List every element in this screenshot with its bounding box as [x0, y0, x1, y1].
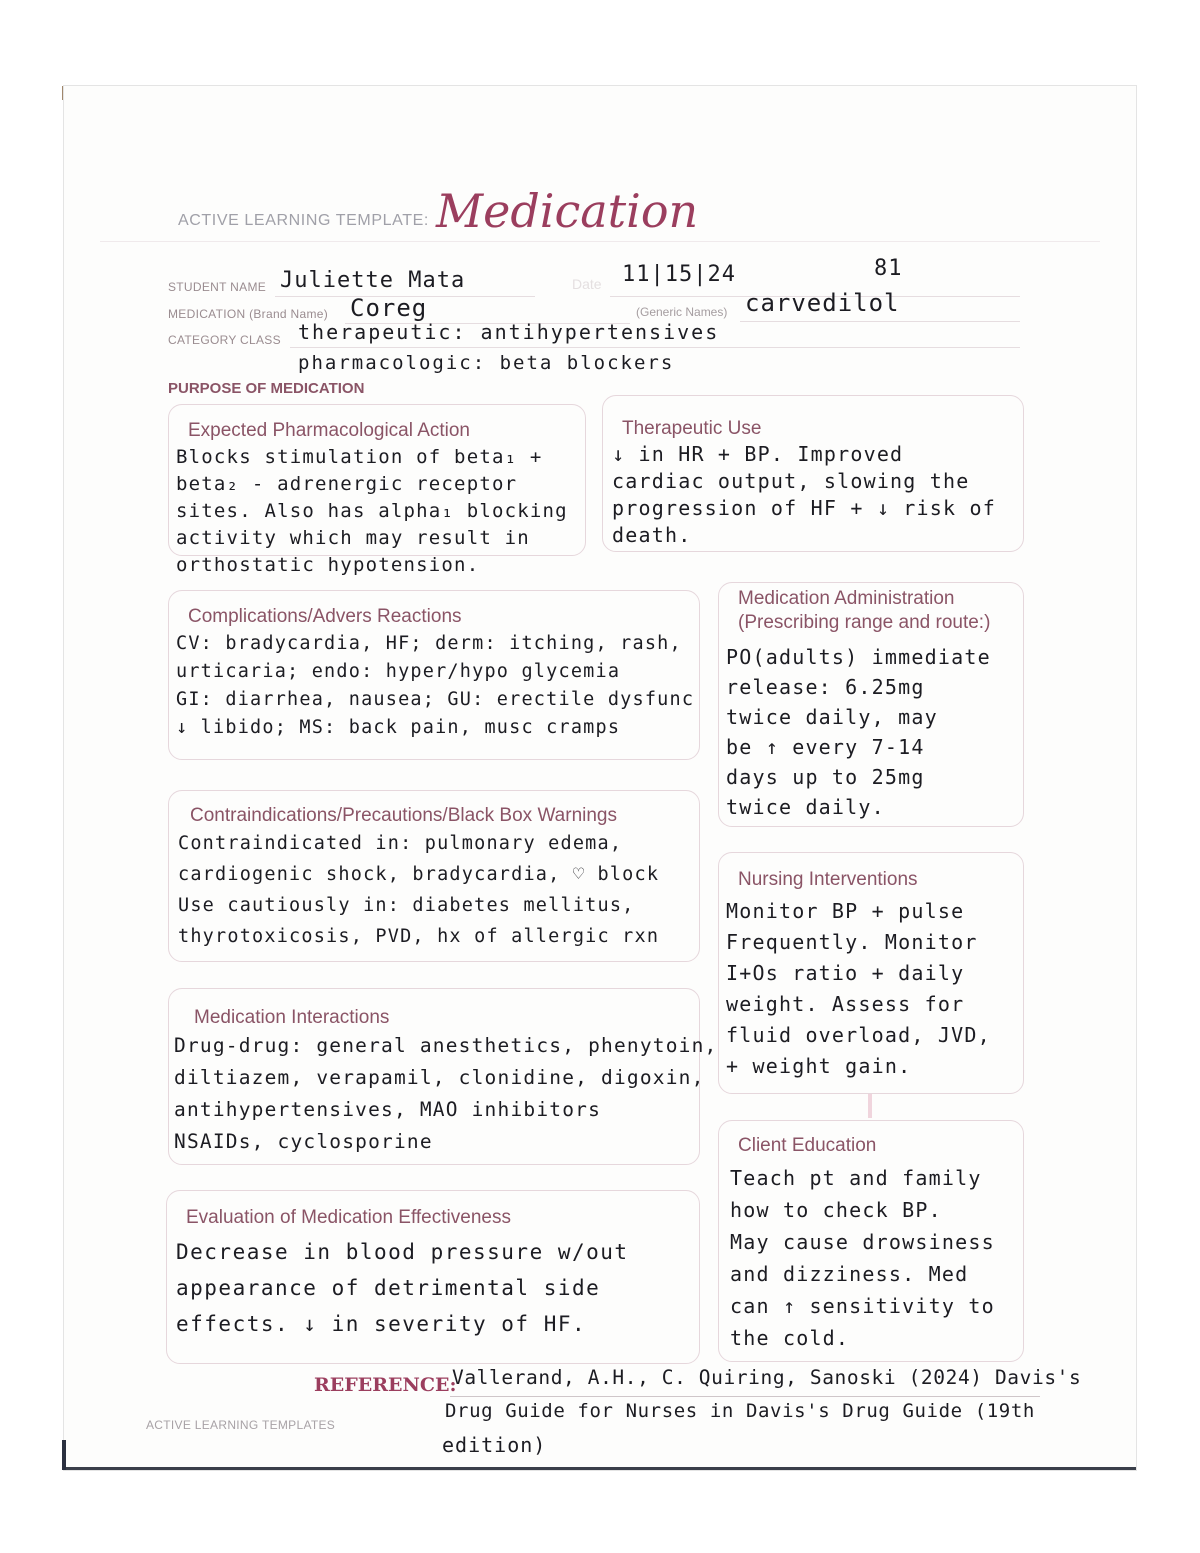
category-pharmacologic-value: pharmacologic: beta blockers [298, 352, 675, 374]
footer-templates-label: ACTIVE LEARNING TEMPLATES [146, 1418, 336, 1432]
client-education-title: Client Education [738, 1135, 877, 1156]
paper-bottom-left-edge [62, 1440, 66, 1470]
therapeutic-use-title: Therapeutic Use [622, 418, 762, 439]
reference-line-3: edition) [442, 1433, 547, 1457]
score-value: 81 [874, 256, 903, 281]
header-rule [100, 241, 1100, 242]
template-title-prefix: ACTIVE LEARNING TEMPLATE: [178, 212, 429, 229]
purpose-of-medication-heading: PURPOSE OF MEDICATION [168, 380, 365, 397]
complications-text: CV: bradycardia, HF; derm: itching, rash, urticaria; endo: hyper/hypo glycemia GI: diarrhea, nausea; GU: erectile dysfunc ↓ libido; MS: back pain, musc cramps [176, 633, 695, 738]
administration-title: Medication Administration [738, 588, 955, 609]
nursing-interventions-text: Monitor BP + pulse Frequently. Monitor I+Os ratio + daily weight. Assess for fluid overload, JVD, + weight gain. [726, 899, 991, 1078]
administration-subtitle: (Prescribing range and route:) [738, 612, 991, 633]
template-title: Medication [436, 184, 699, 238]
reference-underline [450, 1396, 1040, 1397]
reference-line-1: Vallerand, A.H., C. Quiring, Sanoski (2024) Davis's [452, 1366, 1082, 1389]
student-name-label: STUDENT NAME [168, 280, 267, 294]
pharm-action-title: Expected Pharmacological Action [188, 420, 470, 441]
category-therapeutic-value: therapeutic: antihypertensives [298, 320, 720, 344]
reference-line-2: Drug Guide for Nurses in Davis's Drug Guide (19th [445, 1400, 1035, 1422]
contraindications-title: Contraindications/Precautions/Black Box Warnings [190, 805, 617, 826]
category-line [290, 347, 1020, 348]
medication-label: MEDICATION (Brand Name) [168, 307, 329, 321]
pharm-action-text: Blocks stimulation of beta₁ + beta₂ - adrenergic receptor sites. Also has alpha₁ blocking activity which may result in orthostatic hypotension. [176, 446, 568, 576]
administration-text: PO(adults) immediate release: 6.25mg twice daily, may be ↑ every 7-14 days up to 25mg twice daily. [726, 645, 991, 819]
interactions-text: Drug-drug: general anesthetics, phenytoin, diltiazem, verapamil, clonidine, digoxin, antihypertensives, MAO inhibitors NSAIDs, cyclosporine [174, 1034, 718, 1153]
generic-name-value: carvedilol [745, 289, 900, 317]
medication-brand-value: Coreg [350, 294, 428, 322]
therapeutic-use-text: ↓ in HR + BP. Improved cardiac output, slowing the progression of HF + ↓ risk of death. [612, 442, 996, 547]
connector-line [868, 1094, 872, 1118]
complications-title: Complications/Advers Reactions [188, 606, 462, 627]
evaluation-title: Evaluation of Medication Effectiveness [186, 1207, 511, 1228]
generic-name-label: (Generic Names) [636, 305, 728, 319]
contraindications-text: Contraindicated in: pulmonary edema, cardiogenic shock, bradycardia, ♡ block Use cautiously in: diabetes mellitus, thyrotoxicosis, PVD, hx of allergic rxn [178, 833, 660, 947]
client-education-text: Teach pt and family how to check BP. May cause drowsiness and dizziness. Med can ↑ sensitivity to the cold. [730, 1166, 995, 1350]
student-name-value: Juliette Mata [280, 268, 466, 293]
generic-name-line [740, 321, 1020, 322]
interactions-title: Medication Interactions [194, 1007, 390, 1028]
evaluation-text: Decrease in blood pressure w/out appearance of detrimental side effects. ↓ in severity of HF. [176, 1240, 629, 1336]
date-value: 11|15|24 [622, 262, 736, 287]
date-label: Date [572, 276, 602, 292]
nursing-interventions-title: Nursing Interventions [738, 869, 918, 890]
paper-bottom-edge [64, 1467, 1136, 1470]
category-class-label: CATEGORY CLASS [168, 333, 281, 347]
reference-label: REFERENCE: [314, 1374, 457, 1396]
